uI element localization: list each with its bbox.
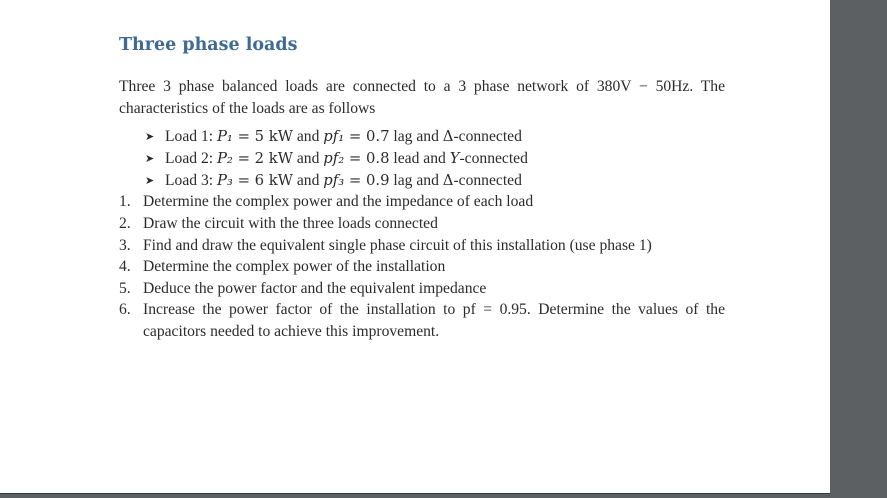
question-item [119,278,725,300]
question-item [119,213,725,235]
arrow-bullet-icon: ➤ [145,151,155,165]
connection-symbol: Δ [442,128,454,145]
pf-value: = 0.9 [344,171,390,189]
power-value: = 2 kW [232,149,293,167]
question-number: 6. [119,301,131,319]
load-item: ➤ Load 1: P₁ = 5 kW and pf₁ = 0.7 lag and Δ-connected [145,126,725,148]
question-text: Deduce the power factor and the equivalent impedance [143,279,487,297]
power-value: = 5 kW [232,128,293,145]
connection-symbol: Y [449,149,460,167]
question-number: 1. [119,193,131,211]
arrow-bullet-icon: ➤ [145,173,155,187]
question-list [119,191,725,342]
question-text: Draw the circuit with the three loads connected [143,214,438,232]
pf-symbol: pf₁ [323,128,345,145]
load-item: ➤ Load 3: P₃ = 6 kW and pf₃ = 0.9 lag and Δ-connected [145,170,725,192]
connection-symbol: Δ [442,171,454,189]
load-label: Load 2: [165,149,217,167]
question-text: Determine the complex power and the impedance of each load [143,193,534,211]
question-item [119,235,725,257]
load-list [119,126,725,191]
question-number: 5. [119,279,131,297]
connection-text: -connected [459,149,528,167]
question-item [119,256,725,278]
pf-symbol: pf₃ [323,171,345,189]
question-number: 4. [119,258,131,276]
power-symbol: P₃ [216,171,233,189]
pf-type: lead and [389,149,450,167]
pf-symbol: pf₂ [323,149,345,167]
question-number: 3. [119,236,131,254]
question-item [119,191,725,213]
pf-value: = 0.7 [344,128,390,145]
question-text: Find and draw the equivalent single phase circuit of this installation (use phase 1) [143,236,652,254]
load-item: ➤ Load 2: P₂ = 2 kW and pf₂ = 0.8 lead and Y-connected [145,148,725,170]
section-heading: Three phase loads [119,35,298,55]
page-content [119,32,725,343]
pf-type: lag and [389,171,443,189]
question-text: Determine the complex power of the installation [143,258,446,276]
pf-type: lag and [389,128,443,145]
power-symbol: P₁ [216,128,233,145]
connection-text: -connected [453,171,522,189]
load-label: Load 3: [165,171,217,189]
power-symbol: P₂ [216,149,233,167]
question-text: Increase the power factor of the installation to pf = 0.95. Determine the values of the capacitors needed to achieve this improvement. [143,301,725,340]
question-item [119,299,725,342]
arrow-bullet-icon: ➤ [145,130,155,143]
connection-text: -connected [453,128,522,145]
question-number: 2. [119,214,131,232]
pf-value: = 0.8 [344,149,390,167]
power-value: = 6 kW [232,171,293,189]
intro-paragraph: Three 3 phase balanced loads are connected to a 3 phase network of 380V − 50Hz. The characteristics of the loads are as follows [119,78,725,117]
load-label: Load 1: [165,128,217,145]
